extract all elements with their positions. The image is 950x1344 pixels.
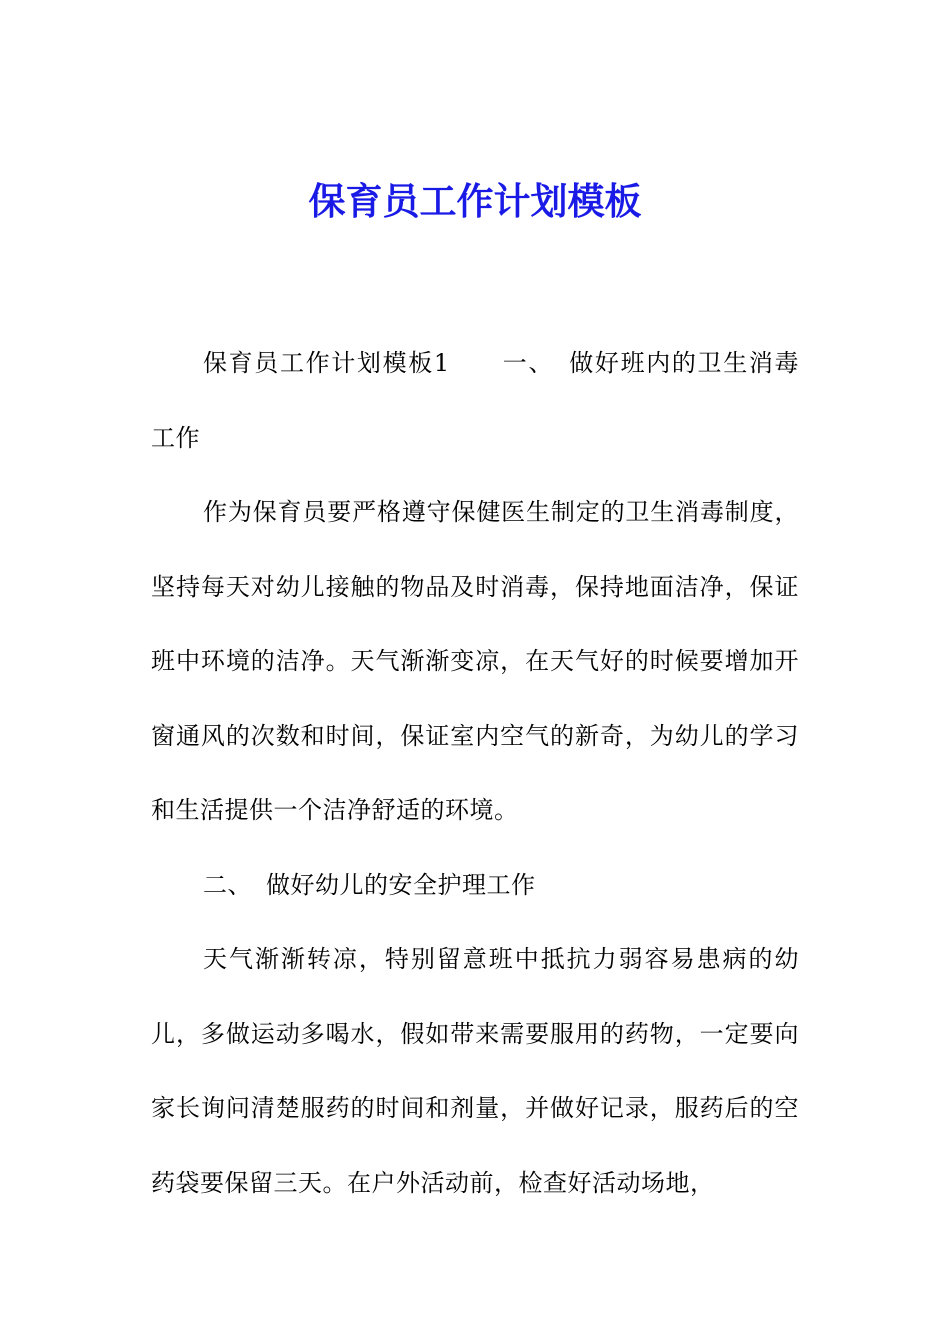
section-2-title: 做好幼儿的安全护理工作	[266, 870, 536, 899]
section-2-number: 二、	[203, 870, 252, 899]
section-1-heading	[151, 326, 799, 475]
section-2-heading	[151, 848, 799, 923]
section-1-title: 做好班内的卫生消毒工作	[151, 349, 800, 452]
document-label: 保育员工作计划模板1	[203, 349, 450, 377]
paragraph-2: 天气渐渐转凉，特别留意班中抵抗力弱容易患病的幼儿，多做运动多喝水，假如带来需要服用的药物，一定要向家长询问清楚服药的时间和剂量，并做好记录，服药后的空药袋要保留三天。在户外活动前，检查好活动场地，	[151, 945, 799, 1197]
page-title: 保育员工作计划模板	[308, 180, 642, 223]
document-body	[151, 326, 799, 1220]
paragraph-1: 作为保育员要严格遵守保健医生制定的卫生消毒制度，坚持每天对幼儿接触的物品及时消毒，保持地面洁净，保证班中环境的洁净。天气渐渐变凉，在天气好的时候要增加开窗通风的次数和时间，保证室内空气的新奇，为幼儿的学习和生活提供一个洁净舒适的环境。	[151, 498, 799, 824]
section-1-number: 一、	[501, 349, 555, 377]
